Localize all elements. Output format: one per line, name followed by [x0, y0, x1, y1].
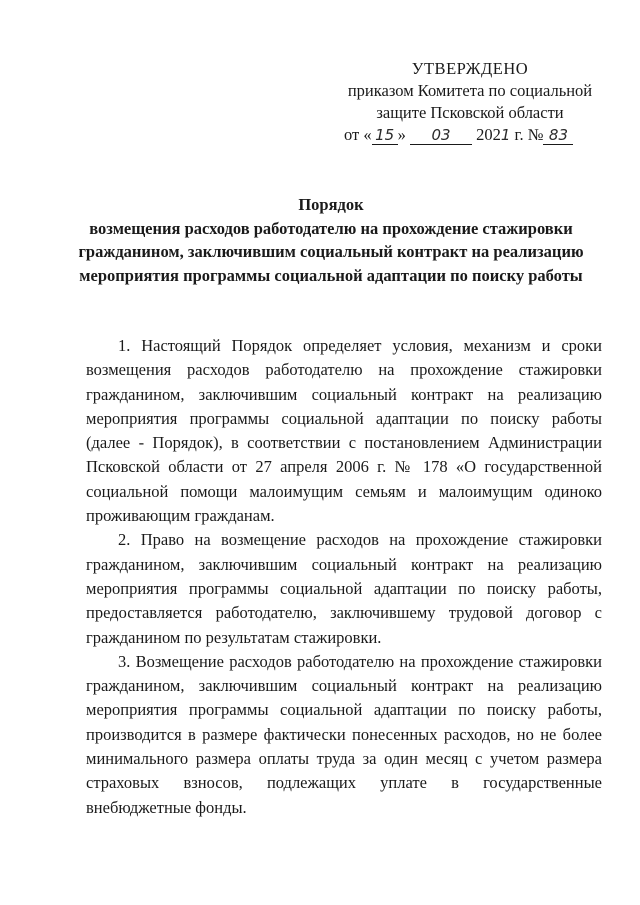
approval-heading: УТВЕРЖДЕНО: [411, 59, 529, 78]
paragraph-1: 1. Настоящий Порядок определяет условия, механизм и сроки возмещения расходов работодателю на прохождение стажировки гражданином, заключившим социальный контракт на реализацию мероприятия программы социальной адаптации по поиску работы (далее - Порядок), в соответствии с постановлением Администрации Псковской области от 27 апреля 2006 г. № 178 «О государственной социальной помощи малоимущим семьям и малоимущим одиноко проживающим гражданам.: [86, 336, 602, 526]
approval-block: [340, 58, 600, 124]
date-mid: »: [397, 125, 406, 144]
paragraph-2: 2. Право на возмещение расходов на прохождение стажировки гражданином, заключившим социальный контракт на реализацию мероприятия программы социальной адаптации по поиску работы, предоставляется работодателю, заключившему трудовой договор с гражданином по результатам стажировки.: [86, 530, 602, 647]
paragraph-3: 3. Возмещение расходов работодателю на прохождение стажировки гражданином, заключившим социальный контракт на реализацию мероприятия программы социальной адаптации по поиску работы, производится в размере фактически понесенных расходов, но не более минимального размера оплаты труда за один месяц с учетом размера страховых взносов, подлежащих уплате в государственные внебюджетные фонды.: [86, 651, 602, 817]
document-title: [60, 193, 602, 287]
handwritten-year-digit: 1: [500, 126, 511, 144]
title-line-3: гражданином, заключившим социальный контракт на реализацию: [78, 242, 584, 261]
approval-date-line: [344, 124, 573, 146]
handwritten-month: 03: [410, 126, 472, 145]
title-line-2: возмещения расходов работодателю на прохождение стажировки: [89, 218, 573, 238]
document-body: [86, 334, 602, 820]
handwritten-day: 15: [372, 126, 398, 145]
approval-authority-line: защите Псковской области: [376, 103, 564, 122]
handwritten-order-number: 83: [543, 126, 573, 145]
title-heading: Порядок: [298, 195, 364, 214]
title-line-4: мероприятия программы социальной адаптации по поиску работы: [79, 265, 583, 285]
date-prefix: от «: [344, 125, 372, 144]
number-prefix: г. №: [514, 125, 544, 144]
approval-order-line: приказом Комитета по социальной: [347, 81, 593, 100]
year-prefix: 202: [476, 125, 501, 144]
